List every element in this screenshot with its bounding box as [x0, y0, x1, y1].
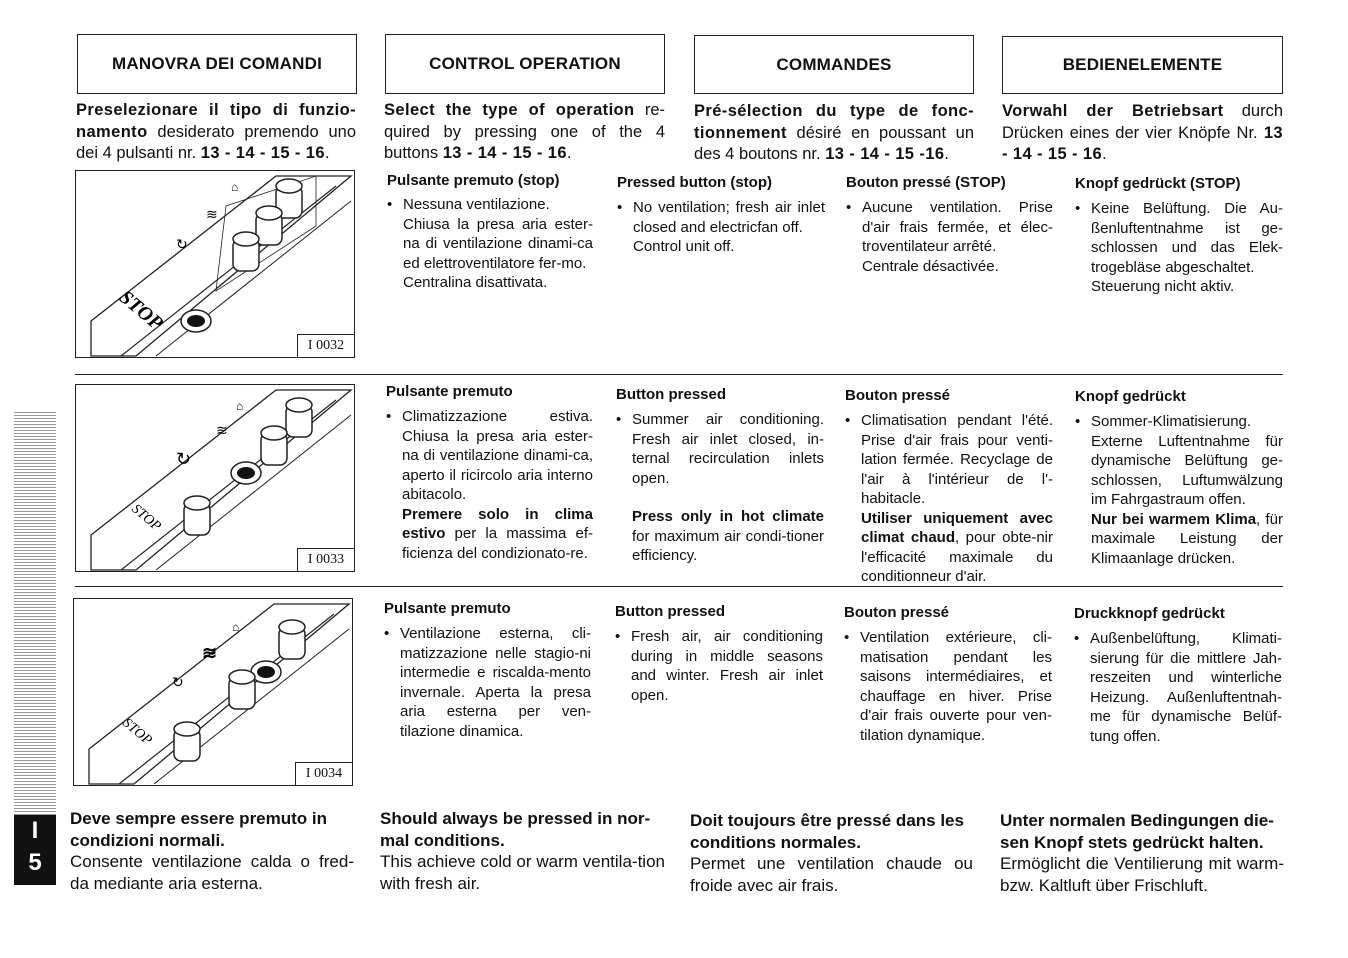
footer-de-text: Ermöglicht die Ventilierung mit warm- bzw. Kaltluft über Frischluft.	[1000, 854, 1284, 895]
intro-en: Select the type of operation re-quired by pressing one of the 4 buttons 13 - 14 - 15 - 16.	[384, 101, 665, 162]
recirculation-icon: ↻	[172, 674, 184, 690]
row1-en-body: • No ventilation; fresh air inlet closed and electricfan off. Control unit off.	[617, 199, 825, 255]
divider-1	[75, 374, 1283, 375]
recirculation-icon: ↻	[176, 236, 188, 252]
stop-label: STOP	[128, 501, 164, 535]
control-panel-illustration	[74, 599, 353, 786]
row2-it-title: Pulsante premuto	[386, 383, 513, 400]
stop-label: STOP	[119, 715, 155, 749]
intro-de: Vorwahl der Betriebsart durch Drücken eines der vier Knöpfe Nr. 13 - 14 - 15 - 16.	[1002, 102, 1283, 163]
control-panel-illustration	[76, 385, 355, 572]
row3-it-body: • Ventilazione esterna, cli-matizzazione nelle stagio-ni intermedie e riscalda-mento invernale. Aperta la presa aria esterna per ven-tilazione dinamica.	[384, 625, 591, 740]
divider-2	[75, 586, 1283, 587]
figure-label: I 0032	[297, 334, 354, 357]
row1-it-title: Pulsante premuto (stop)	[387, 172, 560, 189]
row2-en-title: Button pressed	[616, 386, 727, 403]
control-panel-illustration	[76, 171, 355, 358]
fan-icon: ≋	[206, 206, 218, 222]
row1-de-body: • Keine Belüftung. Die Au-ßenluftentnahme ist ge-schlossen und das Elek-trogebläse abgeschaltet. Steuerung nicht aktiv.	[1075, 200, 1283, 295]
footer-it-heading: Deve sempre essere premuto in condizioni normali.	[70, 809, 328, 850]
stop-label: STOP	[114, 285, 167, 335]
row3-en-title: Button pressed	[615, 603, 726, 620]
defrost-icon: ⌂	[236, 399, 244, 413]
row2-fr-title: Bouton pressé	[845, 387, 951, 404]
defrost-icon: ⌂	[232, 620, 240, 634]
intro-fr: Pré-sélection du type de fonc-tionnement désiré en poussant un des 4 boutons nr. 13 - 14 - 15 -16.	[694, 102, 974, 163]
row1-de-title: Knopf gedrückt (STOP)	[1075, 175, 1241, 192]
footer-en-heading: Should always be pressed in nor-mal conditions.	[380, 809, 651, 850]
header-de: BEDIENELEMENTE	[1002, 36, 1283, 94]
row1-en-title: Pressed button (stop)	[617, 174, 773, 191]
footer-de-heading: Unter normalen Bedingungen die-sen Knopf stets gedrückt halten.	[1000, 811, 1274, 852]
figure-panel-stop	[75, 170, 355, 358]
figure-panel-summer	[75, 384, 355, 572]
header-en: CONTROL OPERATION	[385, 34, 665, 94]
footer-en-text: This achieve cold or warm ventila-tion with fresh air.	[380, 852, 665, 893]
row1-it-body: • Nessuna ventilazione. Chiusa la presa aria ester-na di ventilazione dinami-ca ed elettroventilatore fer-mo. Centralina disattivata.	[387, 196, 593, 291]
section-tab	[14, 815, 56, 885]
row3-de-body: • Außenbelüftung, Klimati-sierung für die mittlere Jah-reszeiten und winterliche Heizung. Außenluftentnah-me für dynamische Belüf-tung offen.	[1074, 630, 1282, 745]
footer-it-text: Consente ventilazione calda o fred-da mediante aria esterna.	[70, 852, 354, 893]
figure-label: I 0033	[297, 548, 354, 571]
row3-it-title: Pulsante premuto	[384, 600, 511, 617]
header-fr: COMMANDES	[694, 35, 974, 94]
recirculation-icon: ↻	[176, 449, 192, 469]
footer-fr-heading: Doit toujours être pressé dans les conditions normales.	[690, 811, 964, 852]
row2-de-title: Knopf gedrückt	[1075, 388, 1186, 405]
row2-it-body: • Climatizzazione estiva. Chiusa la presa aria ester-na di ventilazione dinami-ca, aperto il ricircolo aria interno abitacolo. Premere solo in clima estivo per la massima ef-ficienza del condizionato-re.	[386, 408, 593, 562]
section-tab-number: 5	[28, 849, 42, 876]
row1-fr-body: • Aucune ventilation. Prise d'air frais fermée, et élec-troventilateur arrêté. Centrale désactivée.	[846, 199, 1053, 275]
row3-en-body: • Fresh air, air conditioning during in middle seasons and winter. Fresh air inlet open.	[615, 628, 823, 704]
row2-en-body: • Summer air conditioning. Fresh air inlet closed, in-ternal recirculation inlets open. Press only in hot climate for maximum air condi-tioner efficiency.	[616, 411, 824, 564]
section-tab-letter: I	[31, 817, 39, 844]
figure-panel-fresh-air	[73, 598, 353, 786]
fan-icon: ≋	[216, 422, 228, 438]
footer-fr-text: Permet une ventilation chaude ou froide avec air frais.	[690, 854, 973, 895]
figure-label: I 0034	[295, 762, 352, 785]
row1-fr-title: Bouton pressé (STOP)	[846, 174, 1006, 191]
header-it: MANOVRA DEI COMANDI	[77, 34, 357, 94]
row2-fr-body: • Climatisation pendant l'été. Prise d'air frais pour venti-lation fermée. Recyclage de l'air à l'intérieur de l'-habitacle. Utiliser uniquement avec climat chaud, pour obte-nir l'efficacité maximale du conditionneur d'air.	[845, 412, 1053, 585]
row3-de-title: Druckknopf gedrückt	[1074, 605, 1225, 622]
row3-fr-title: Bouton pressé	[844, 604, 950, 621]
row2-de-body: • Sommer-Klimatisierung. Externe Luftentnahme für dynamische Belüftung ge-schlossen, Luftumwälzung im Fahrgastraum offen. Nur bei warmem Klima, für maximale Leistung der Klimaanlage drücken.	[1075, 413, 1283, 567]
fan-icon: ≋	[202, 643, 218, 663]
defrost-icon: ⌂	[231, 180, 239, 194]
side-hatch	[14, 410, 56, 815]
row3-fr-body: • Ventilation extérieure, cli-matisation pendant les saisons intermédiaires, et chauffage en hiver. Prise d'air frais ouverte pour ven-tilation dynamique.	[844, 629, 1052, 744]
intro-it: Preselezionare il tipo di funzio-namento desiderato premendo uno dei 4 pulsanti nr. 13 - 14 - 15 - 16.	[76, 101, 356, 162]
